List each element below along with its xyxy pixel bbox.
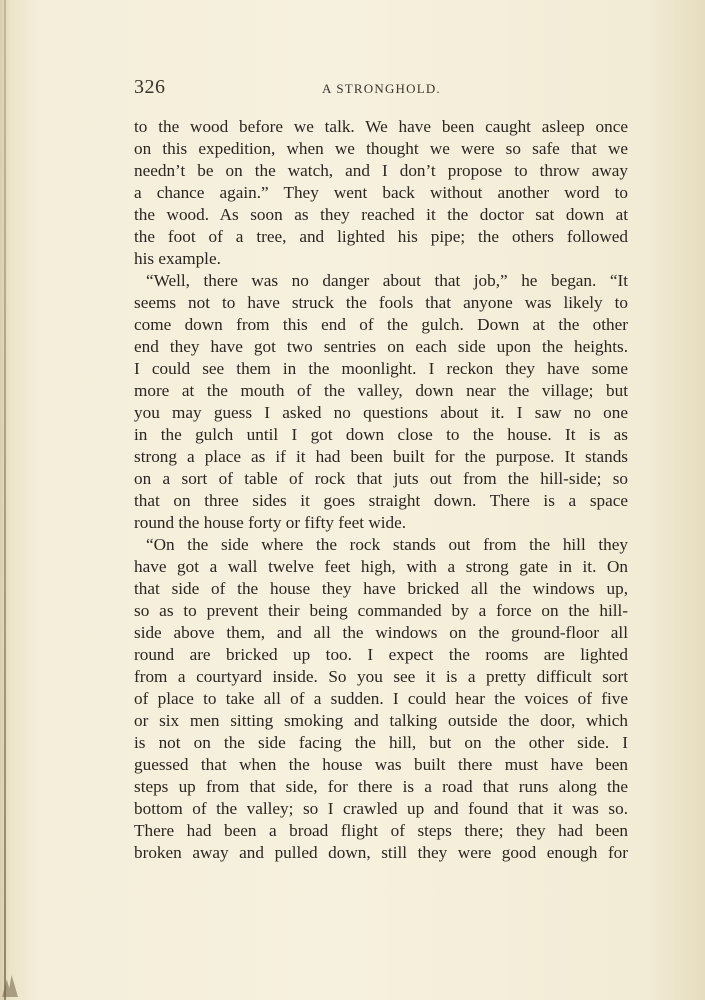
text-line: of place to take all of a sudden. I could hear the voices of five: [134, 689, 628, 708]
text-line: to the wood before we talk. We have been caught asleep once: [134, 117, 628, 136]
text-line: have got a wall twelve feet high, with a strong gate in it. On: [134, 557, 628, 576]
text-line: so as to prevent their being commanded by a force on the hill-: [134, 601, 628, 620]
binding-gutter: [4, 0, 6, 1000]
text-line: in the gulch until I got down close to the house. It is as: [134, 425, 628, 444]
text-line: strong a place as if it had been built for the purpose. It stands: [134, 447, 628, 466]
text-line: broken away and pulled down, still they were good enough for: [134, 843, 628, 862]
running-head: [134, 76, 628, 102]
text-line: There had been a broad flight of steps there; they had been: [134, 821, 628, 840]
text-line: on a sort of table of rock that juts out from the hill-side; so: [134, 469, 628, 488]
body-text: [134, 116, 628, 864]
text-line: I could see them in the moonlight. I reckon they have some: [134, 359, 628, 378]
text-line: or six men sitting smoking and talking outside the door, which: [134, 711, 628, 730]
text-line: the foot of a tree, and lighted his pipe; the others followed: [134, 227, 628, 246]
text-line: a chance again.” They went back without another word to: [134, 183, 628, 202]
text-line: on this expedition, when we thought we were so safe that we: [134, 139, 628, 158]
text-line: that side of the house they have bricked all the windows up,: [134, 579, 628, 598]
text-line: “Well, there was no danger about that job,” he began. “It: [146, 271, 628, 290]
text-line: steps up from that side, for there is a road that runs along the: [134, 777, 628, 796]
text-line: side above them, and all the windows on the ground-floor all: [134, 623, 628, 642]
text-line: is not on the side facing the hill, but on the other side. I: [134, 733, 628, 752]
text-line: his example.: [134, 249, 221, 268]
text-line: end they have got two sentries on each side upon the heights.: [134, 337, 628, 356]
text-line: round are bricked up too. I expect the rooms are lighted: [134, 645, 628, 664]
text-line: seems not to have struck the fools that anyone was likely to: [134, 293, 628, 312]
text-line: “On the side where the rock stands out from the hill they: [146, 535, 628, 554]
text-line: needn’t be on the watch, and I don’t propose to throw away: [134, 161, 628, 180]
text-line: from a courtyard inside. So you see it is a pretty difficult sort: [134, 667, 628, 686]
text-line: guessed that when the house was built there must have been: [134, 755, 628, 774]
running-title: A STRONGHOLD.: [322, 81, 441, 96]
text-line: bottom of the valley; so I crawled up and found that it was so.: [134, 799, 628, 818]
page-number: 326: [134, 76, 166, 98]
text-line: you may guess I asked no questions about it. I saw no one: [134, 403, 628, 422]
text-line: the wood. As soon as they reached it the doctor sat down at: [134, 205, 628, 224]
text-line: come down from this end of the gulch. Down at the other: [134, 315, 628, 334]
text-line: more at the mouth of the valley, down near the village; but: [134, 381, 628, 400]
text-line: that on three sides it goes straight down. There is a space: [134, 491, 628, 510]
text-line: round the house forty or fifty feet wide.: [134, 513, 407, 532]
